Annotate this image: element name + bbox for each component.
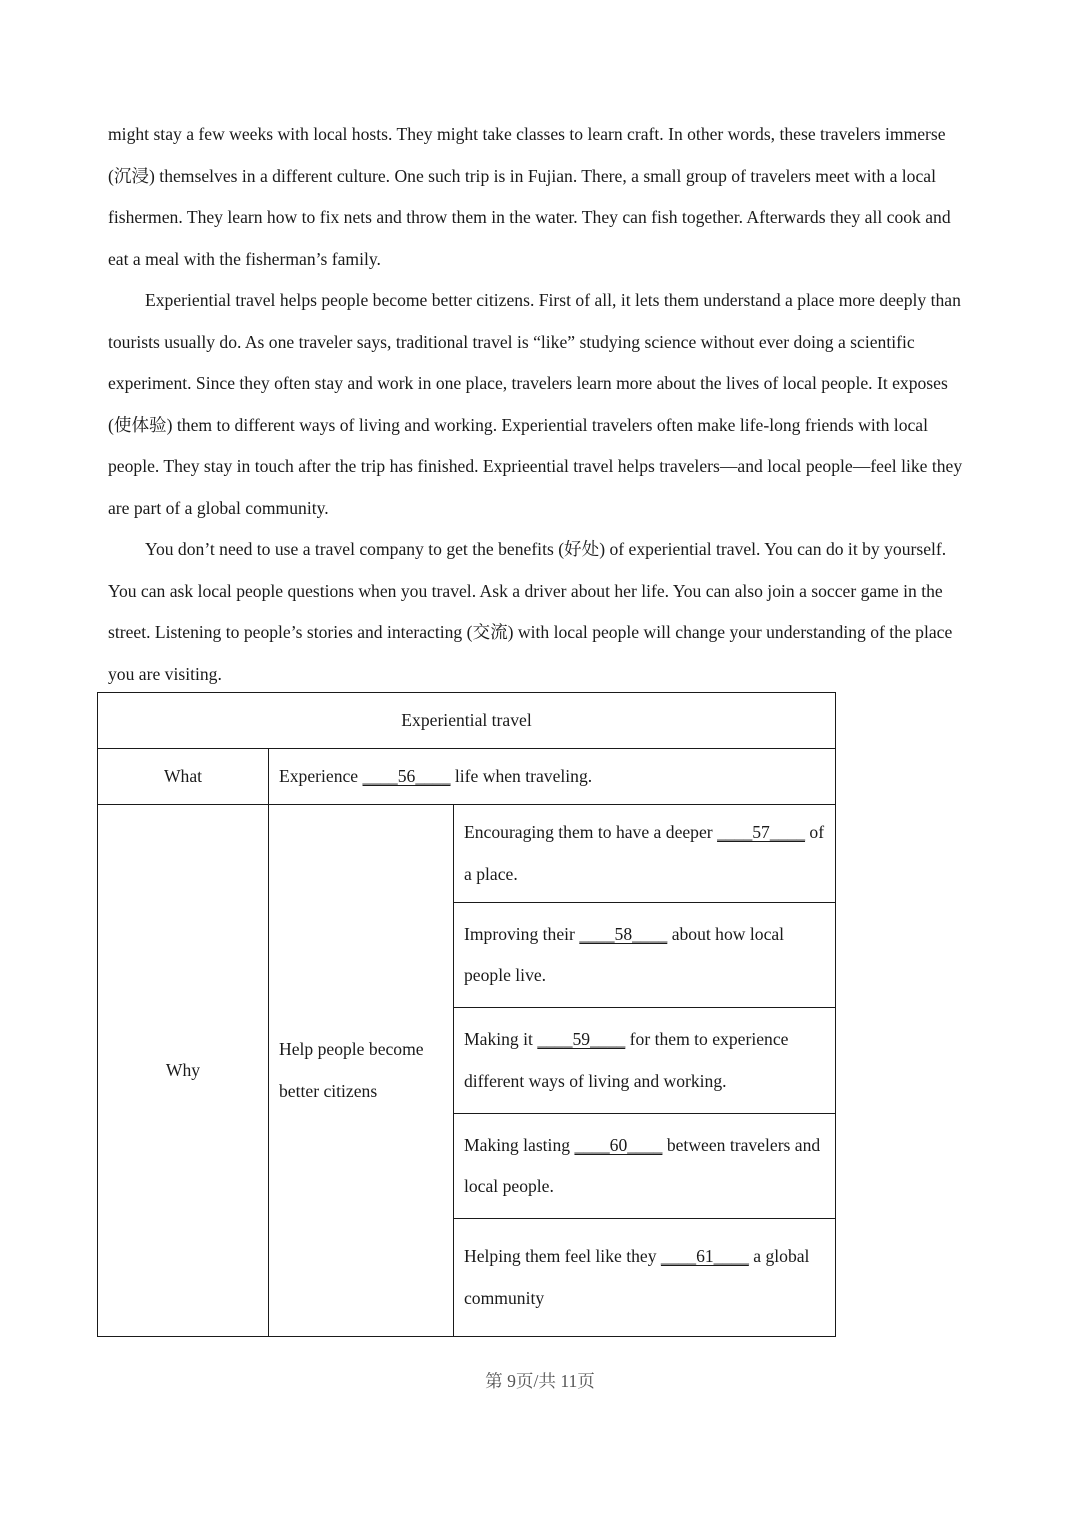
reason-61-pre: Helping them feel like they (464, 1246, 661, 1266)
reason-58-post: about how local people live. (464, 923, 785, 985)
table-row-what (98, 749, 836, 805)
what-text-post: life when traveling. (450, 765, 593, 786)
reason-60-post: between travelers and local people. (464, 1134, 821, 1196)
blank-56: ____56____ (362, 765, 451, 786)
reason-58-pre: Improving their (464, 923, 580, 944)
reason-61 (454, 1219, 836, 1337)
paragraph-3: You don’t need to use a travel company to get the benefits (好处) of experiential travel. You can do it by yourself. You can ask local people questions when you travel. Ask a driver about her life. You can also join a soccer game in the street. Listening to people’s stories and interacting (交流) with local people will change your understanding of the place you are visiting. (108, 539, 953, 684)
paragraph-2: Experiential travel helps people become better citizens. First of all, it lets them understand a place more deeply than tourists usually do. As one traveler says, traditional travel is “like” studying science without ever doing a scientific experiment. Since they often stay and work in one place, travelers learn more about the lives of local people. It exposes (使体验) them to different ways of living and working. Experiential travelers often make life-long friends with local people. They stay in touch after the trip has finished. Exprieential travel helps travelers—and local people—feel like they are part of a global community. (108, 290, 963, 518)
reason-61-post: a global community (464, 1246, 810, 1308)
reason-59-pre: Making it (464, 1029, 538, 1049)
reason-60-pre: Making lasting (464, 1134, 575, 1155)
blank-61: ____61____ (660, 1246, 749, 1266)
reason-59-post: for them to experience different ways of living and working. (464, 1029, 789, 1091)
reason-57-pre: Encouraging them to have a deeper (464, 822, 718, 842)
why-label: Why (98, 805, 269, 1337)
reason-57-post: of a place. (464, 822, 825, 884)
reason-60 (454, 1114, 836, 1219)
paragraph-1: might stay a few weeks with local hosts. They might take classes to learn craft. In other words, these travelers immerse (沉浸) themselves in a different culture. One such trip is in Fujian. There, a small group of travelers meet with a local fishermen. They learn how to fix nets and throw them in the water. They can fish together. Afterwards they all cook and eat a meal with the fisherman’s family. (108, 124, 951, 269)
page-number: 第 9页/共 11页 (485, 1371, 595, 1391)
what-label: What (98, 749, 269, 805)
reason-58 (454, 903, 836, 1008)
table-title-row (98, 693, 836, 749)
blank-58: ____58____ (579, 923, 668, 944)
why-reason: Help people become better citizens (269, 805, 454, 1337)
reason-57 (454, 805, 836, 903)
table-row-57 (98, 805, 836, 903)
blank-60: ____60____ (574, 1134, 663, 1155)
passage (108, 114, 972, 695)
blank-59: ____59____ (537, 1029, 626, 1049)
summary-table (97, 692, 836, 1337)
reason-59 (454, 1008, 836, 1114)
blank-57: ____57____ (717, 822, 806, 842)
what-text-pre: Experience (279, 765, 363, 786)
table-title: Experiential travel (98, 693, 836, 749)
what-content (269, 749, 836, 805)
